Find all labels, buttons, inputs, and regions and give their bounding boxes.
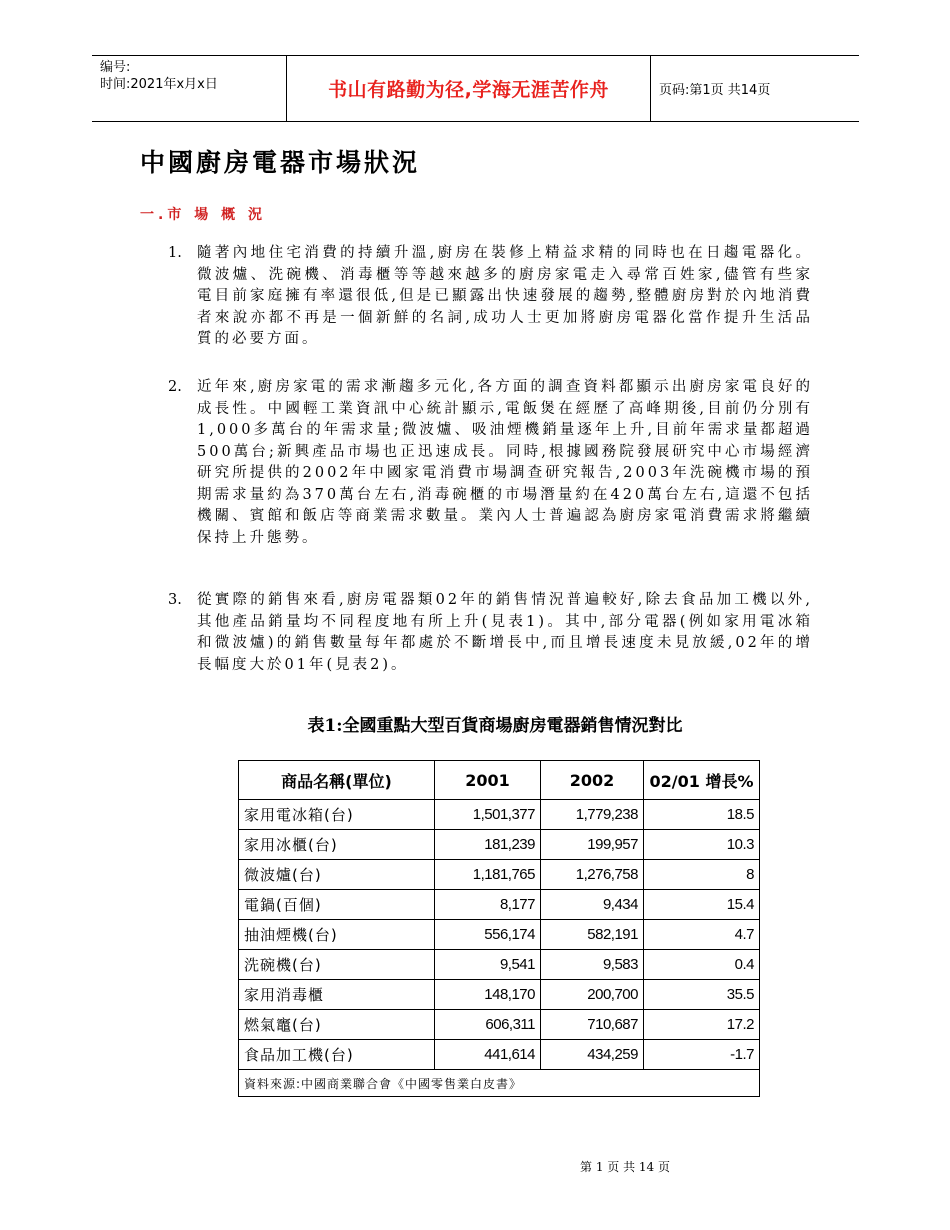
table-row (239, 1040, 760, 1070)
sales-table (238, 760, 760, 1097)
cell-growth: 10.3 (644, 830, 760, 860)
cell-product-name: 燃氣竈(台) (239, 1010, 435, 1040)
table-row (239, 860, 760, 890)
table-row (239, 920, 760, 950)
cell-2002: 199,957 (541, 830, 644, 860)
table-row (239, 1010, 760, 1040)
cell-2001: 441,614 (435, 1040, 541, 1070)
paragraph-text: 隨著內地住宅消費的持續升溫,廚房在裝修上精益求精的同時也在日趨電器化。微波爐、洗碗機、消毒櫃等等越來越多的廚房家電走入尋常百姓家,儘管有些家電目前家庭擁有率還很低,但是已顯露出快速發展的趨勢,整體廚房對於內地消費者來說亦都不再是一個新鮮的名詞,成功人士更加將廚房電器化當作提升生活品質的必要方面。 (197, 245, 813, 347)
cell-growth: 17.2 (644, 1010, 760, 1040)
cell-2002: 1,779,238 (541, 800, 644, 830)
table-source: 資料來源:中國商業聯合會《中國零售業白皮書》 (239, 1070, 760, 1097)
paragraph-text: 從實際的銷售來看,廚房電器類02年的銷售情況普遍較好,除去食品加工機以外,其他產品銷量均不同程度地有所上升(見表1)。其中,部分電器(例如家用電冰箱和微波爐)的銷售數量每年都處於不斷增長中,而且增長速度未見放緩,02年的增長幅度大於01年(見表2)。 (197, 592, 813, 673)
paragraph-3 (168, 590, 813, 676)
cell-product-name: 微波爐(台) (239, 860, 435, 890)
cell-product-name: 家用電冰箱(台) (239, 800, 435, 830)
header-motto: 书山有路勤为径,学海无涯苦作舟 (328, 79, 609, 101)
paragraph-number: 1. (168, 245, 182, 261)
cell-growth: 18.5 (644, 800, 760, 830)
col-header-growth: 02/01 增長% (644, 761, 760, 800)
cell-2001: 1,181,765 (435, 860, 541, 890)
table-row (239, 800, 760, 830)
cell-product-name: 家用冰櫃(台) (239, 830, 435, 860)
cell-growth: 35.5 (644, 980, 760, 1010)
table-source-row (239, 1070, 760, 1097)
header-page-info: 页码:第1页 共14页 (659, 83, 771, 98)
cell-growth: -1.7 (644, 1040, 760, 1070)
section-heading: 一.市 場 概 況 (140, 207, 266, 223)
code-label: 编号: (100, 60, 131, 75)
document-title: 中國廚房電器市場狀況 (140, 148, 421, 177)
cell-2002: 9,434 (541, 890, 644, 920)
cell-2002: 434,259 (541, 1040, 644, 1070)
cell-growth: 0.4 (644, 950, 760, 980)
cell-growth: 8 (644, 860, 760, 890)
cell-2002: 200,700 (541, 980, 644, 1010)
cell-2002: 710,687 (541, 1010, 644, 1040)
table-row (239, 950, 760, 980)
cell-2001: 606,311 (435, 1010, 541, 1040)
cell-2001: 556,174 (435, 920, 541, 950)
paragraph-number: 2. (168, 379, 182, 395)
col-header-name: 商品名稱(單位) (239, 761, 435, 800)
table-row (239, 830, 760, 860)
cell-growth: 15.4 (644, 890, 760, 920)
cell-product-name: 家用消毒櫃 (239, 980, 435, 1010)
paragraph-2 (168, 377, 813, 549)
page-header (92, 55, 859, 122)
cell-2002: 1,276,758 (541, 860, 644, 890)
time-label: 时间:2021年x月x日 (100, 77, 218, 92)
table-row (239, 890, 760, 920)
cell-2001: 148,170 (435, 980, 541, 1010)
cell-product-name: 食品加工機(台) (239, 1040, 435, 1070)
table-header-row (239, 761, 760, 800)
paragraph-number: 3. (168, 592, 182, 608)
table-row (239, 980, 760, 1010)
table-body (239, 800, 760, 1070)
cell-2002: 582,191 (541, 920, 644, 950)
header-divider (650, 56, 651, 121)
cell-growth: 4.7 (644, 920, 760, 950)
cell-2001: 181,239 (435, 830, 541, 860)
cell-2001: 9,541 (435, 950, 541, 980)
cell-2001: 1,501,377 (435, 800, 541, 830)
header-meta (100, 59, 218, 93)
paragraph-1 (168, 243, 813, 351)
cell-product-name: 電鍋(百個) (239, 890, 435, 920)
paragraph-text: 近年來,廚房家電的需求漸趨多元化,各方面的調查資料都顯示出廚房家電良好的成長性。中國輕工業資訊中心統計顯示,電飯煲在經歷了高峰期後,目前仍分別有1,000多萬台的年需求量;微波爐、吸油煙機銷量逐年上升,目前年需求量都超過500萬台;新興產品市場也正迅速成長。同時,根據國務院發展研究中心市場經濟研究所提供的2002年中國家電消費市場調查研究報告,2003年洗碗機市場的預期需求量約為370萬台左右,消毒碗櫃的市場潛量約在420萬台左右,這還不包括機關、賓館和飯店等商業需求數量。業內人士普遍認為廚房家電消費需求將繼續保持上升態勢。 (197, 379, 813, 546)
col-header-2002: 2002 (541, 761, 644, 800)
cell-2001: 8,177 (435, 890, 541, 920)
col-header-2001: 2001 (435, 761, 541, 800)
cell-product-name: 抽油煙機(台) (239, 920, 435, 950)
cell-product-name: 洗碗機(台) (239, 950, 435, 980)
cell-2002: 9,583 (541, 950, 644, 980)
page-footer: 第 1 页 共 14 页 (580, 1160, 670, 1174)
table-caption: 表1:全國重點大型百貨商場廚房電器銷售情況對比 (307, 716, 683, 736)
